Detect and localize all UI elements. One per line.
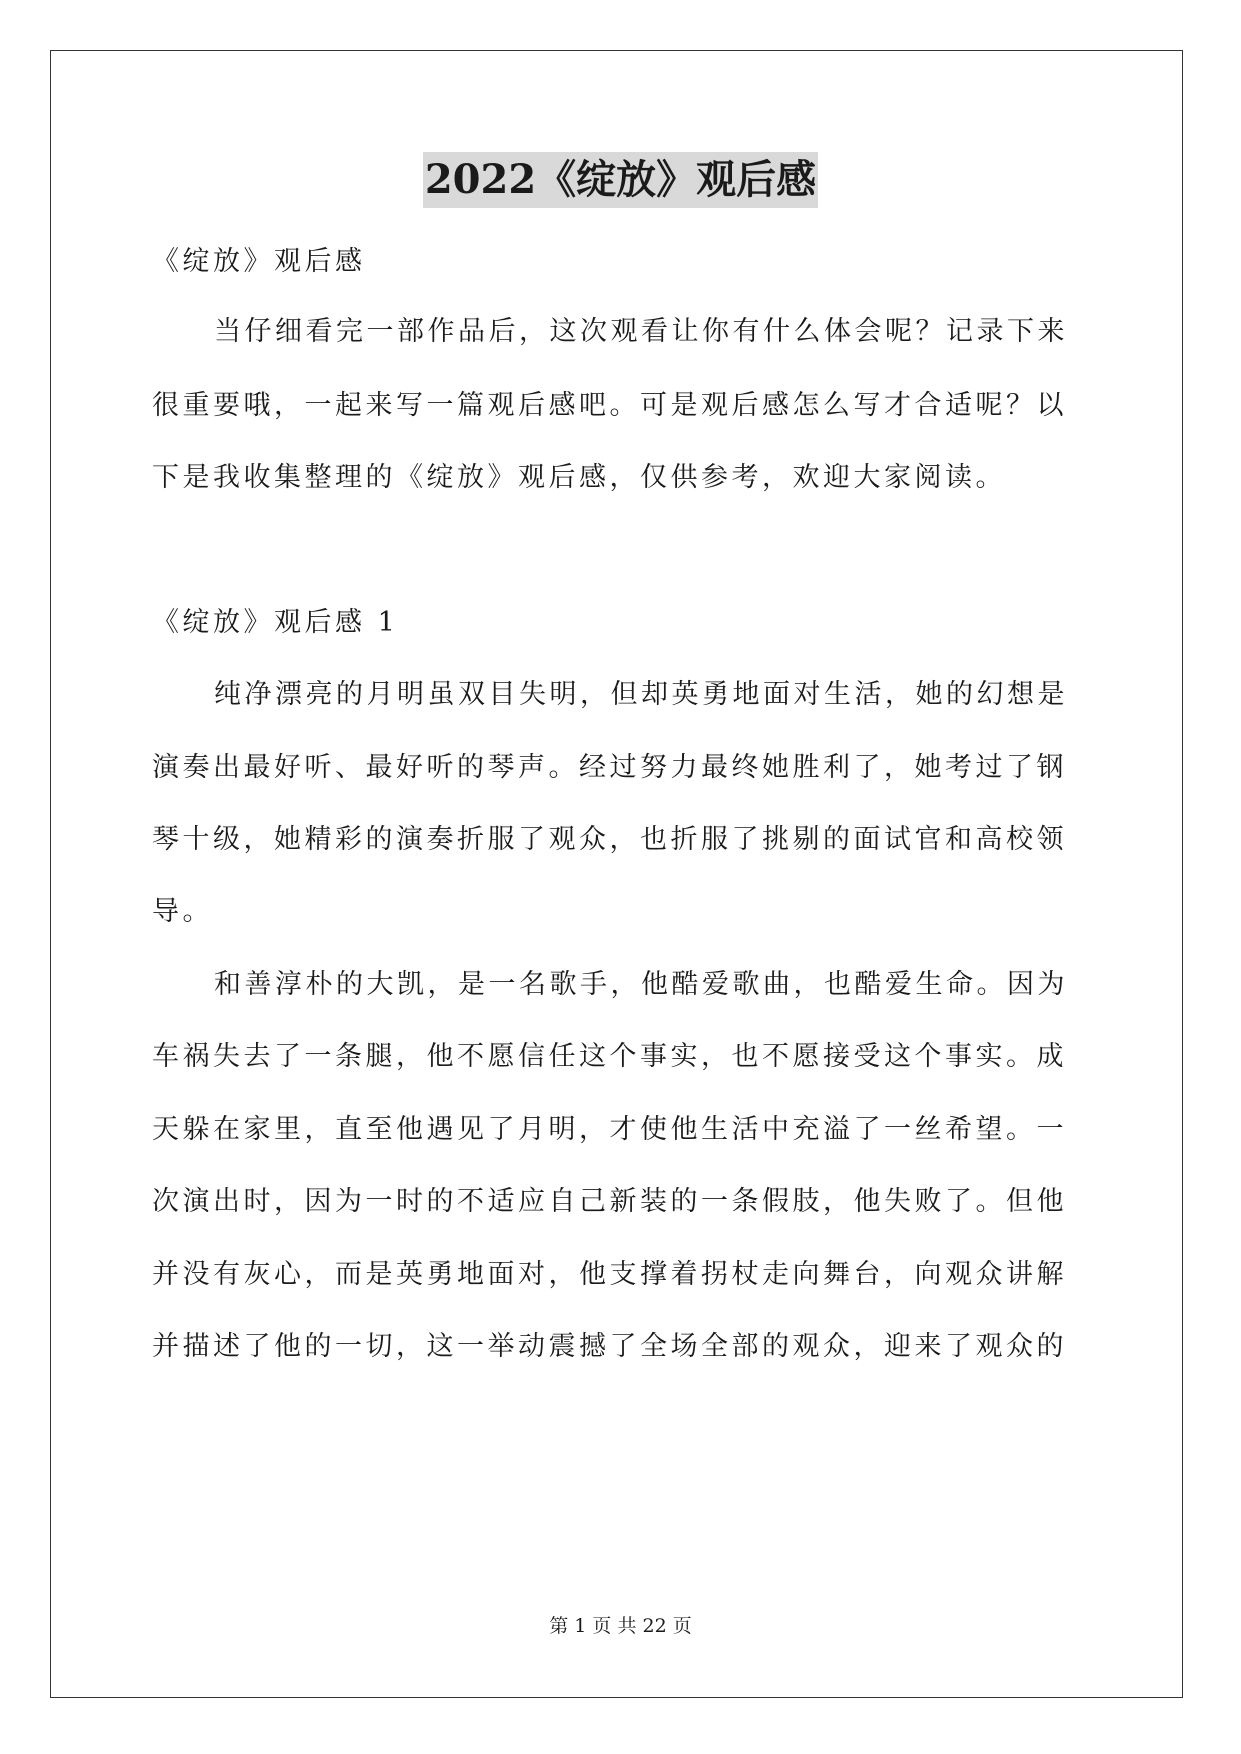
title-container — [0, 152, 1241, 208]
paragraph2-line: 天躲在家里，直至他遇见了月明，才使他生活中充溢了一丝希望。一 — [152, 1114, 1067, 1145]
intro-line: 当仔细看完一部作品后，这次观看让你有什么体会呢？记录下来 — [214, 316, 1068, 347]
page-footer: 第 1 页 共 22 页 — [549, 1615, 692, 1637]
intro-line: 下是我收集整理的《绽放》观后感，仅供参考，欢迎大家阅读。 — [152, 462, 1006, 493]
page-border — [50, 50, 1183, 1698]
paragraph2-line: 并没有灰心，而是英勇地面对，他支撑着拐杖走向舞台，向观众讲解 — [152, 1259, 1067, 1290]
document-title: 2022《绽放》观后感 — [423, 152, 818, 208]
paragraph1-line: 琴十级，她精彩的演奏折服了观众，也折服了挑剔的面试官和高校领 — [152, 824, 1067, 855]
section-heading: 《绽放》观后感 1 — [152, 607, 399, 638]
paragraph1-line: 导。 — [152, 896, 213, 927]
intro-line: 很重要哦，一起来写一篇观后感吧。可是观后感怎么写才合适呢？以 — [152, 390, 1067, 421]
paragraph1-line: 纯净漂亮的月明虽双目失明，但却英勇地面对生活，她的幻想是 — [214, 679, 1068, 710]
paragraph1-line: 演奏出最好听、最好听的琴声。经过努力最终她胜利了，她考过了钢 — [152, 752, 1067, 783]
paragraph2-line: 并描述了他的一切，这一举动震撼了全场全部的观众，迎来了观众的 — [152, 1331, 1067, 1362]
paragraph2-line: 次演出时，因为一时的不适应自己新装的一条假肢，他失败了。但他 — [152, 1186, 1067, 1217]
subtitle: 《绽放》观后感 — [152, 246, 366, 277]
paragraph2-line: 车祸失去了一条腿，他不愿信任这个事实，也不愿接受这个事实。成 — [152, 1041, 1067, 1072]
paragraph2-line: 和善淳朴的大凯，是一名歌手，他酷爱歌曲，也酷爱生命。因为 — [214, 969, 1068, 1000]
